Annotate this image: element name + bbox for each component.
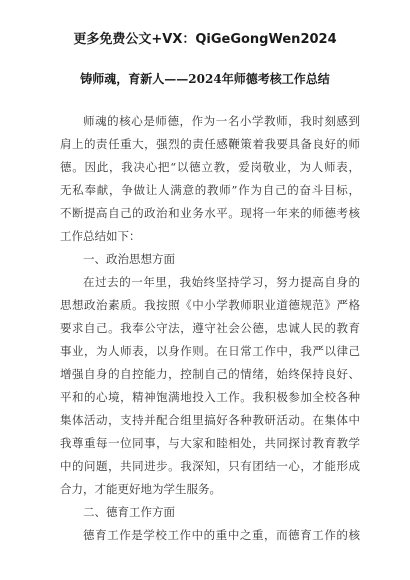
body-line: 二、德育工作方面 [83,505,175,519]
body-line: 集体活动，支持并配合组里搞好各种教研活动。在集体中 [60,413,360,427]
body-line: 一、政治思想方面 [83,252,175,266]
body-line: 平和的心境，精神饱满地投入工作。我积极参加全校各种 [60,390,360,404]
body-line: 思想政治素质。我按照《中小学教师职业道德规范》严格 [60,298,360,312]
body-line: 工作总结如下： [60,229,141,243]
body-line: 我尊重每一位同事，与大家和睦相处，共同探讨教育教学 [60,436,360,450]
header-watermark-text: 更多免费公文+VX：QiGeGongWen2024 [73,32,337,47]
body-line: 增强自身的自控能力，控制自己的情绪，始终保持良好、 [60,367,360,381]
body-line: 肩上的责任重大，强烈的责任感鞭策着我要具备良好的师 [60,137,360,151]
body-line: 要求自己。我奉公守法，遵守社会公德，忠诚人民的教育 [60,321,360,335]
body-line: 在过去的一年里，我始终坚持学习，努力提高自身的 [83,275,360,289]
body-line: 不断提高自己的政治和业务水平。现将一年来的师德考核 [60,206,360,220]
document-title: 铸师魂，育新人——2024年师德考核工作总结 [80,72,330,86]
body-line: 无私奉献，争做让人满意的教师”作为自己的奋斗目标， [60,183,360,197]
body-line: 合力，才能更好地为学生服务。 [60,482,221,496]
body-line: 德。因此，我决心把“以德立教，爱岗敬业，为人师表， [60,160,360,174]
document-body [60,110,360,547]
body-line: 师魂的核心是师德，作为一名小学教师，我时刻感到 [83,114,360,128]
body-line: 中的问题，共同进步。我深知，只有团结一心，才能形成 [60,459,360,473]
body-line: 事业，为人师表，以身作则。在日常工作中，我严以律己 [60,344,360,358]
body-line: 德育工作是学校工作中的重中之重，而德育工作的核 [83,528,360,542]
